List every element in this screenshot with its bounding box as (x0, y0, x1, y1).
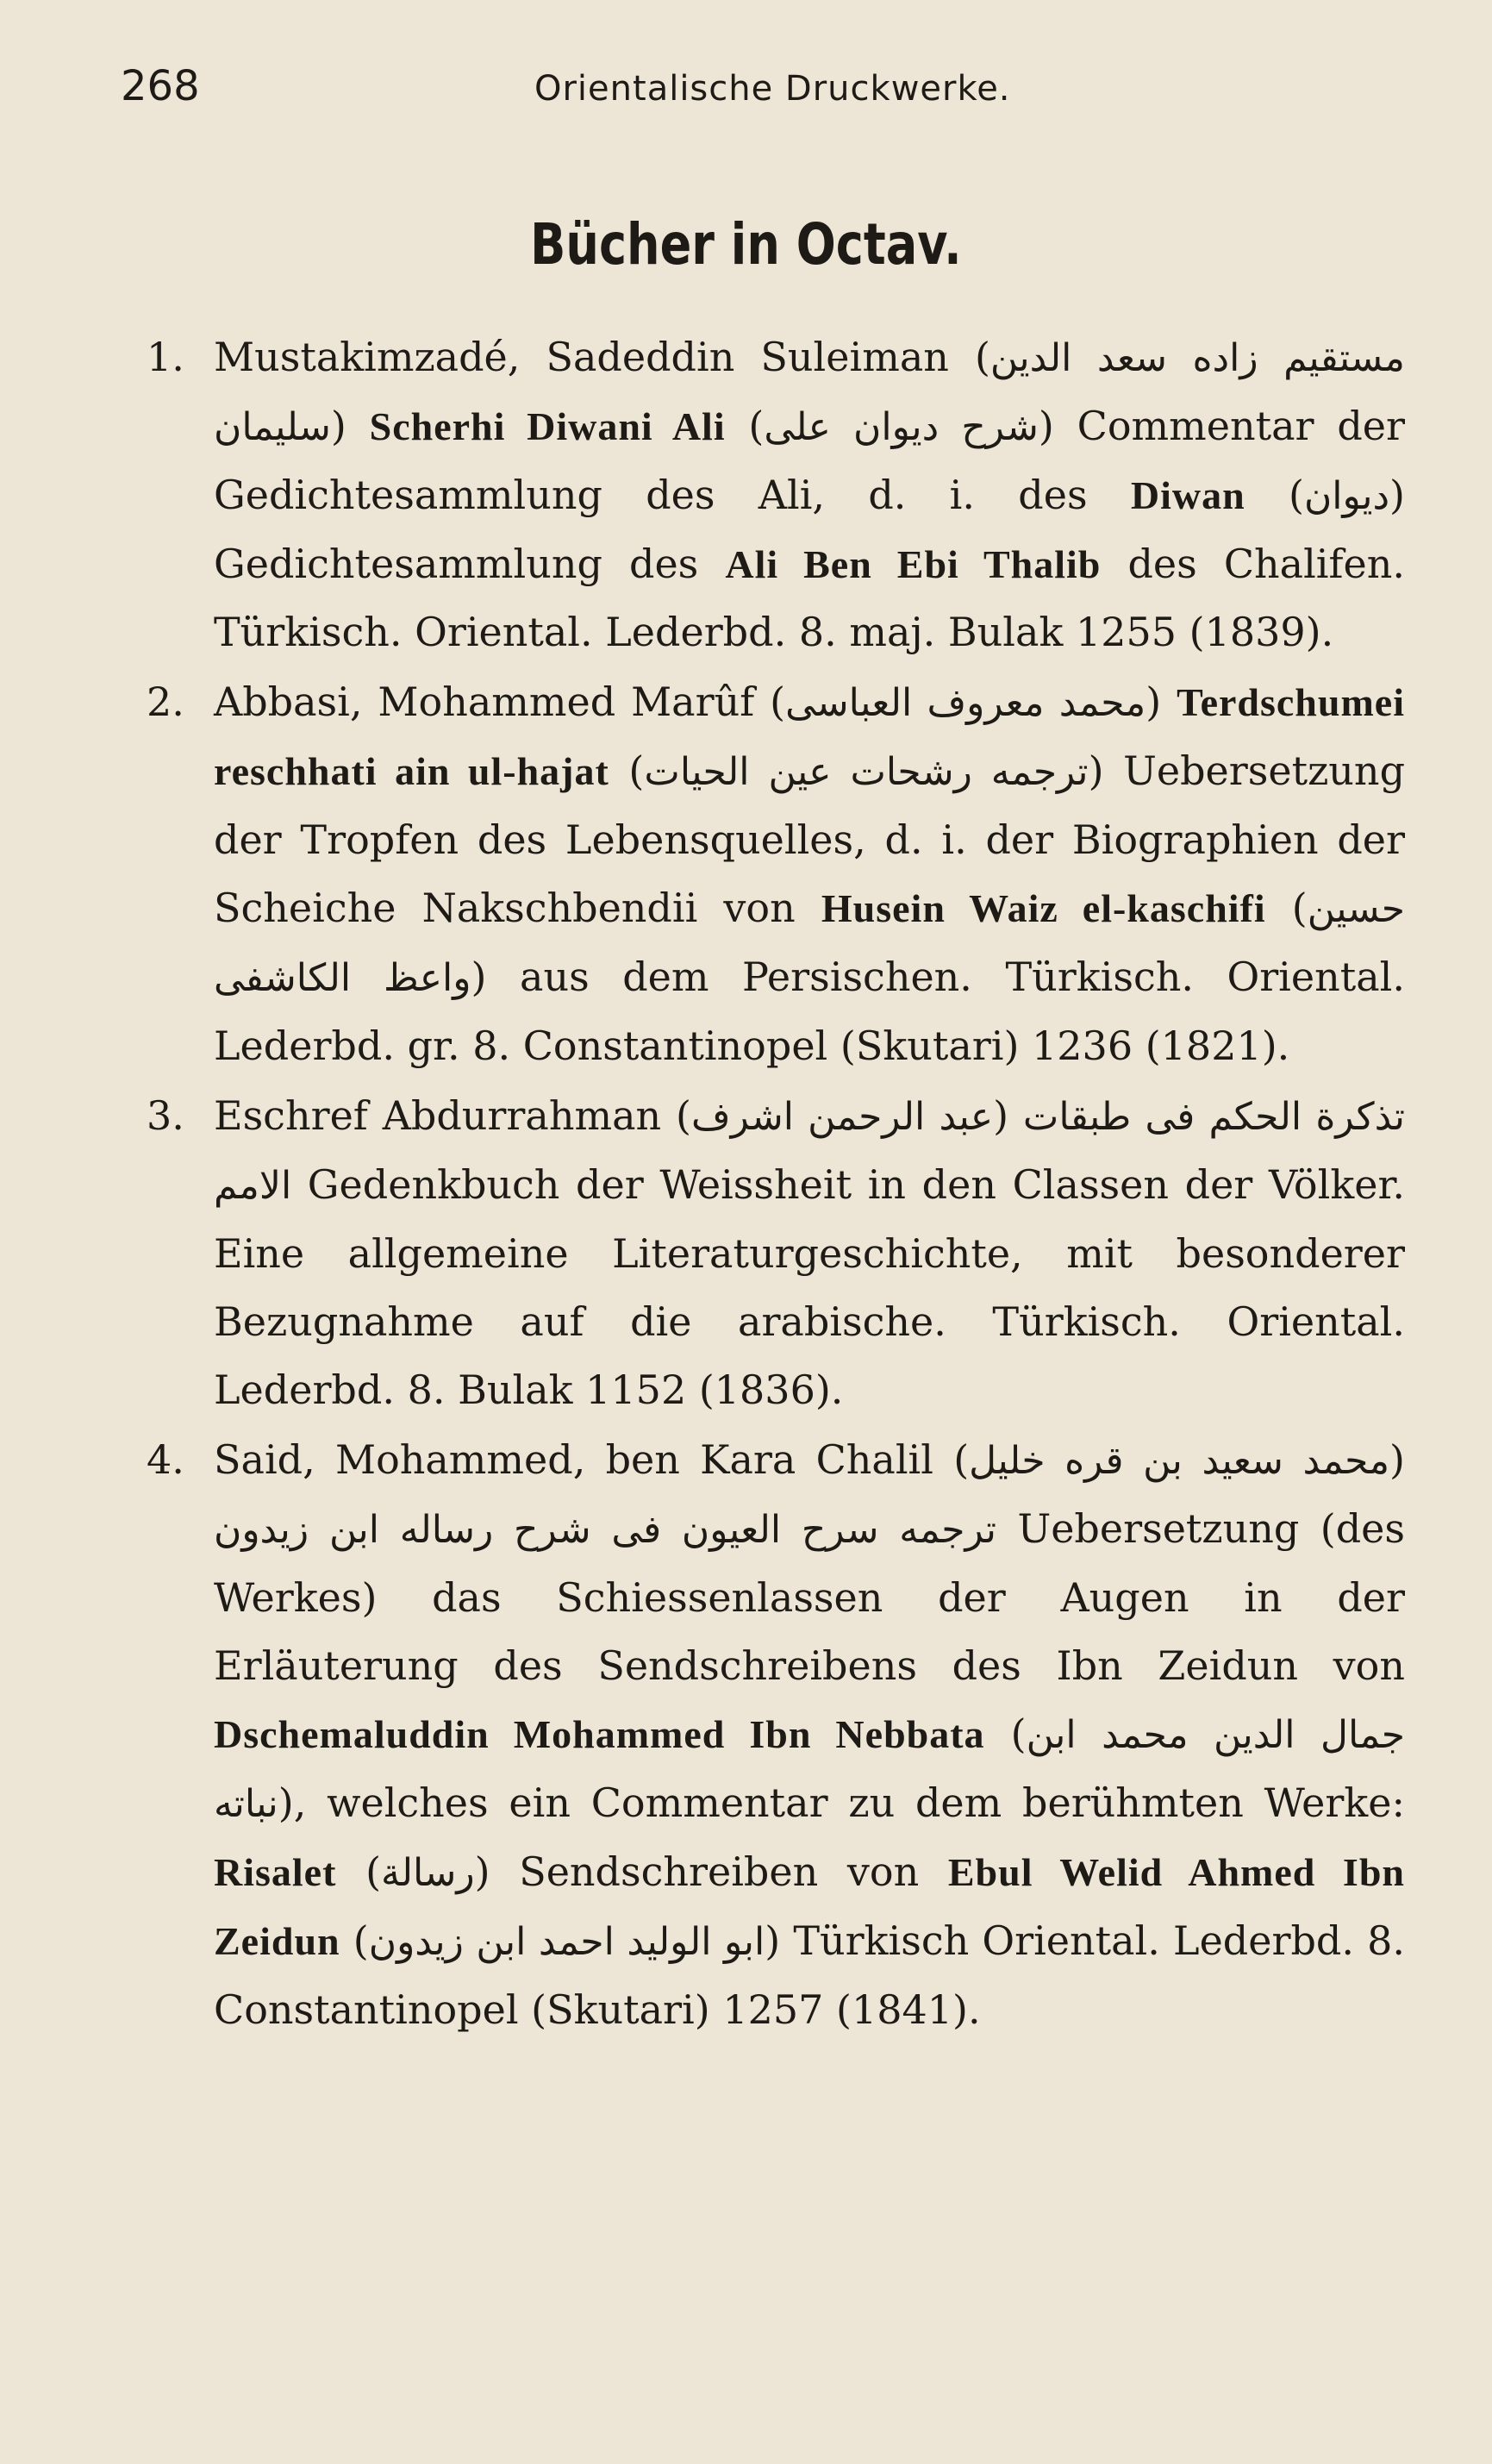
entry-text: Abbasi, Mohammed Marûf ( (214, 679, 786, 725)
entry-text: Eschref Abdurrahman ( (214, 1092, 691, 1139)
entry-text: ( (609, 747, 645, 794)
entry-text: Gedenkbuch der Weissheit in den Classen der Völker. Eine allgemeine Literaturgeschichte, mit besonderer Bezugnahme auf die arabische. Türkisch. Oriental. Lederbd. 8. Bulak 1152 (1836). (214, 1161, 1405, 1413)
arabic-text: محمد معروف العباسى (785, 681, 1146, 725)
arabic-text: مستقيم زاده سعد الدين سليمان (214, 336, 1405, 449)
entry-number: 3. (147, 1092, 184, 1139)
entry-text: Uebersetzung (des Werkes) das Schiessenlassen der Augen in der Erläuterung des Sendschreibens des Ibn Zeidun von (214, 1505, 1405, 1689)
catalog-entries (147, 323, 1405, 2044)
entry-text: ) Commentar der Gedichtesammlung des Ali, d. i. des (214, 403, 1405, 518)
arabic-text: محمد سعيد بن قره خليل (969, 1439, 1390, 1483)
section-title: Bücher in Octav. (530, 211, 962, 278)
bold-title: Ali Ben Ebi Thalib (725, 542, 1102, 586)
entry-number: 4. (147, 1436, 184, 1483)
arabic-text: تذكرة الحكم فى طبقات الامم (214, 1095, 1405, 1208)
running-title: Orientalische Druckwerke. (534, 69, 1011, 109)
entry-text: des Chalifen. Türkisch. Oriental. Lederbd. 8. maj. Bulak 1255 (1839). (214, 541, 1405, 655)
entry-text: ( (1245, 472, 1304, 518)
entry-text: ) (1146, 679, 1177, 725)
arabic-text: ترجمه سرح العيون فى شرح رساله ابن زيدون (214, 1508, 996, 1552)
page-number: 268 (121, 62, 200, 110)
arabic-text: ترجمه رشحات عين الحيات (644, 750, 1089, 794)
entry-text: ( (725, 403, 765, 449)
entry-text: ) aus dem Persischen. Türkisch. Oriental. Lederbd. gr. 8. Constantinopel (Skutari) 1236 (1821). (214, 954, 1405, 1069)
entry-text: ) Sendschreiben von (474, 1848, 948, 1895)
entry-text: ( (1265, 885, 1308, 931)
entry-text: ( (336, 1848, 382, 1895)
entry-text: ), welches ein Commentar zu dem berühmten Werke: (278, 1779, 1405, 1826)
bold-title: Terdschumei reschhati ain ul-hajat (214, 680, 1405, 793)
arabic-text: رسالة (381, 1851, 475, 1895)
arabic-text: عبد الرحمن اشرف (690, 1095, 994, 1139)
entry-text: ) (993, 1092, 1023, 1139)
entry-text: Said, Mohammed, ben Kara Chalil ( (214, 1436, 970, 1483)
entry-text: ( (984, 1710, 1027, 1757)
arabic-text: ابو الوليد احمد ابن زيدون (368, 1920, 765, 1964)
entry-text: ) (1389, 1436, 1405, 1483)
bold-title: Scherhi Diwani Ali (369, 404, 726, 448)
entry-text: ) (330, 403, 370, 449)
bold-title: Husein Waiz el-kaschifi (821, 886, 1266, 930)
catalog-entry (147, 1426, 1405, 2044)
bold-title: Risalet (214, 1850, 337, 1894)
entry-text: ( (340, 1917, 369, 1964)
entry-text: ) Türkisch Oriental. Lederbd. 8. Constantinopel (Skutari) 1257 (1841). (214, 1917, 1406, 2033)
bold-title: Dschemaluddin Mohammed Ibn Nebbata (214, 1712, 985, 1756)
arabic-text: شرح ديوان على (764, 405, 1039, 449)
catalog-entry (147, 1082, 1405, 1424)
catalog-entry (147, 323, 1405, 666)
entry-text: Mustakimzadé, Sadeddin Suleiman ( (214, 334, 990, 380)
bold-title: Diwan (1130, 473, 1245, 517)
entry-text: ) Uebersetzung der Tropfen des Lebensquelles, d. i. der Biographien der Scheiche Nakschbendii von (214, 747, 1406, 931)
arabic-text: جمال الدين محمد ابن نباته (214, 1713, 1406, 1826)
entry-text: ) Gedichtesammlung des (214, 472, 1405, 587)
entry-number: 2. (147, 679, 184, 725)
arabic-text: حسين واعظ الكاشفى (214, 887, 1405, 1000)
arabic-text: ديوان (1303, 474, 1390, 518)
catalog-entry (147, 668, 1405, 1080)
entry-number: 1. (147, 334, 184, 380)
running-head (121, 62, 1396, 114)
bold-title: Ebul Welid Ahmed Ibn Zeidun (214, 1850, 1405, 1963)
